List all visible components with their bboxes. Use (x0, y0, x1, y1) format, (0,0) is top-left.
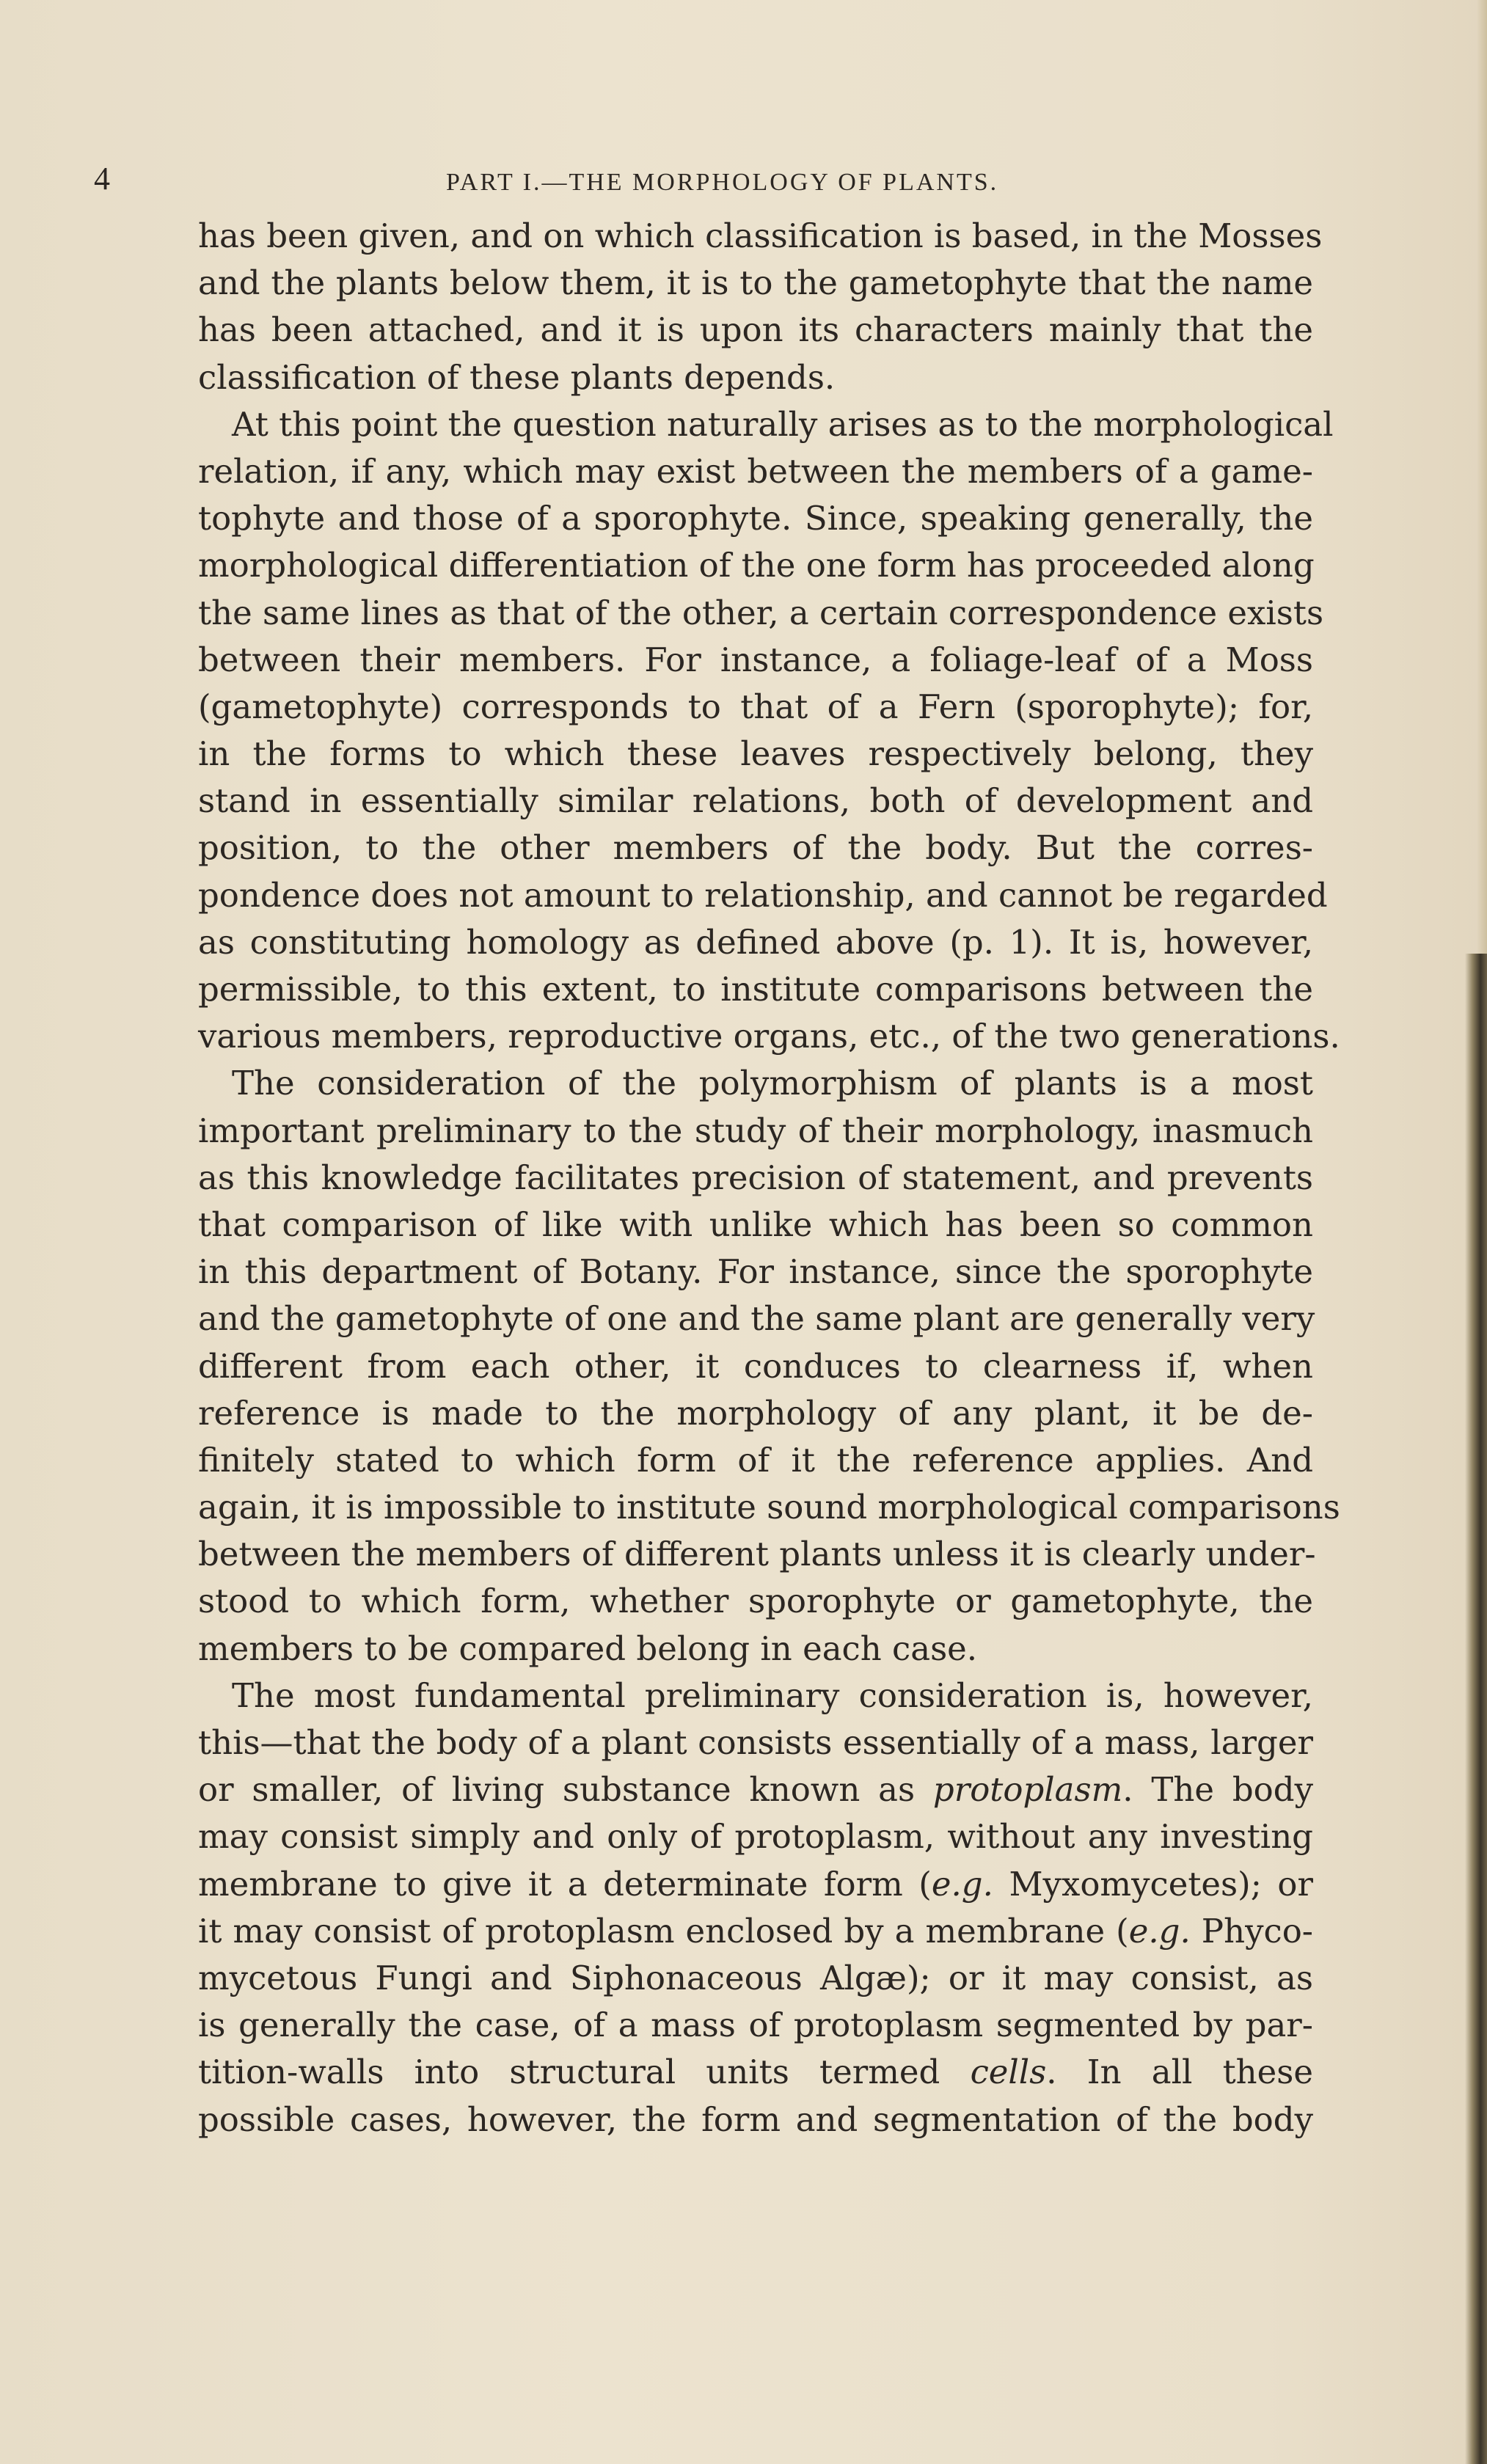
text-run: membrane to give it a determinate form ( (198, 1864, 932, 1904)
text-line: in this department of Botany. For instance, since the sporophyte (198, 1252, 1313, 1292)
text-line: finitely stated to which form of it the reference applies. And (198, 1440, 1313, 1480)
text-line (198, 1861, 1313, 1908)
text-line: again, it is impossible to institute sound morphological comparisons (198, 1488, 1340, 1527)
italic-term: e.g. (931, 1864, 993, 1904)
text-line: the same lines as that of the other, a certain correspondence exists (198, 593, 1324, 632)
page-number: 4 (94, 161, 110, 197)
text-run: . The body (1122, 1770, 1313, 1810)
page-edge-shadow (1465, 954, 1487, 2464)
text-line: as this knowledge facilitates precision of statement, and prevents (198, 1158, 1313, 1197)
text-line: The consideration of the polymorphism of plants is a most (232, 1064, 1313, 1103)
text-line: and the plants below them, it is to the gametophyte that the name (198, 263, 1313, 303)
text-line: morphological differentiation of the one form has proceeded along (198, 546, 1315, 585)
text-line: The most fundamental preliminary consideration is, however, (232, 1675, 1313, 1715)
running-head: PART I.—THE MORPHOLOGY OF PLANTS. (446, 169, 999, 196)
text-line: classification of these plants depends. (198, 357, 836, 397)
text-line: in the forms to which these leaves respectively belong, they (198, 734, 1313, 774)
text-run: tition-walls into structural units termed (198, 2052, 971, 2092)
text-line: At this point the question naturally arises as to the morphological (232, 404, 1334, 444)
text-line: pondence does not amount to relationship, and cannot be regarded (198, 875, 1328, 915)
text-line: various members, reproductive organs, etc., of the two generations. (198, 1017, 1340, 1056)
text-line: permissible, to this extent, to institute comparisons between the (198, 970, 1313, 1009)
text-line: has been attached, and it is upon its characters mainly that the (198, 310, 1313, 350)
text-line: stand in essentially similar relations, both of development and (198, 781, 1313, 821)
text-line: relation, if any, which may exist between the members of a game- (198, 451, 1313, 491)
text-line: position, to the other members of the body. But the corres- (198, 828, 1313, 868)
text-line: different from each other, it conduces to clearness if, when (198, 1346, 1313, 1386)
text-run: or smaller, of living substance known as (198, 1770, 933, 1810)
text-line (198, 1908, 1313, 1955)
text-run: Myxomycetes); or (993, 1864, 1313, 1904)
text-run: . In all these (1046, 2052, 1314, 2092)
text-line: mycetous Fungi and Siphonaceous Algæ); or it may consist, as (198, 1958, 1313, 1997)
text-line: this—that the body of a plant consists essentially of a mass, larger (198, 1723, 1313, 1762)
text-run: it may consist of protoplasm enclosed by a membrane ( (198, 1911, 1129, 1951)
text-line: possible cases, however, the form and segmentation of the body (198, 2099, 1313, 2139)
text-line (198, 2049, 1313, 2096)
text-line: as constituting homology as defined above (p. 1). It is, however, (198, 922, 1313, 962)
text-line: between the members of different plants unless it is clearly under- (198, 1535, 1316, 1574)
text-line: has been given, and on which classification is based, in the Mosses (198, 216, 1323, 255)
text-line: reference is made to the morphology of any plant, it be de- (198, 1393, 1313, 1433)
text-line: stood to which form, whether sporophyte or gametophyte, the (198, 1582, 1313, 1621)
page-edge (1477, 0, 1487, 954)
text-line: members to be compared belong in each case. (198, 1628, 978, 1668)
text-line: between their members. For instance, a foliage-leaf of a Moss (198, 640, 1313, 679)
text-line: (gametophyte) corresponds to that of a Fern (sporophyte); for, (198, 687, 1313, 726)
text-line: and the gametophyte of one and the same plant are generally very (198, 1299, 1315, 1339)
italic-term: e.g. (1128, 1911, 1191, 1951)
text-line: tophyte and those of a sporophyte. Since, speaking generally, the (198, 499, 1313, 538)
text-line: important preliminary to the study of their morphology, inasmuch (198, 1111, 1313, 1150)
text-line (198, 1766, 1313, 1813)
text-run: Phyco- (1190, 1911, 1313, 1951)
text-line: may consist simply and only of protoplasm, without any investing (198, 1817, 1313, 1857)
italic-term: protoplasm (932, 1770, 1123, 1810)
text-line: that comparison of like with unlike which has been so common (198, 1204, 1313, 1244)
italic-term: cells (970, 2052, 1047, 2092)
text-line: is generally the case, of a mass of protoplasm segmented by par- (198, 2006, 1313, 2045)
body-text (198, 213, 1340, 2143)
